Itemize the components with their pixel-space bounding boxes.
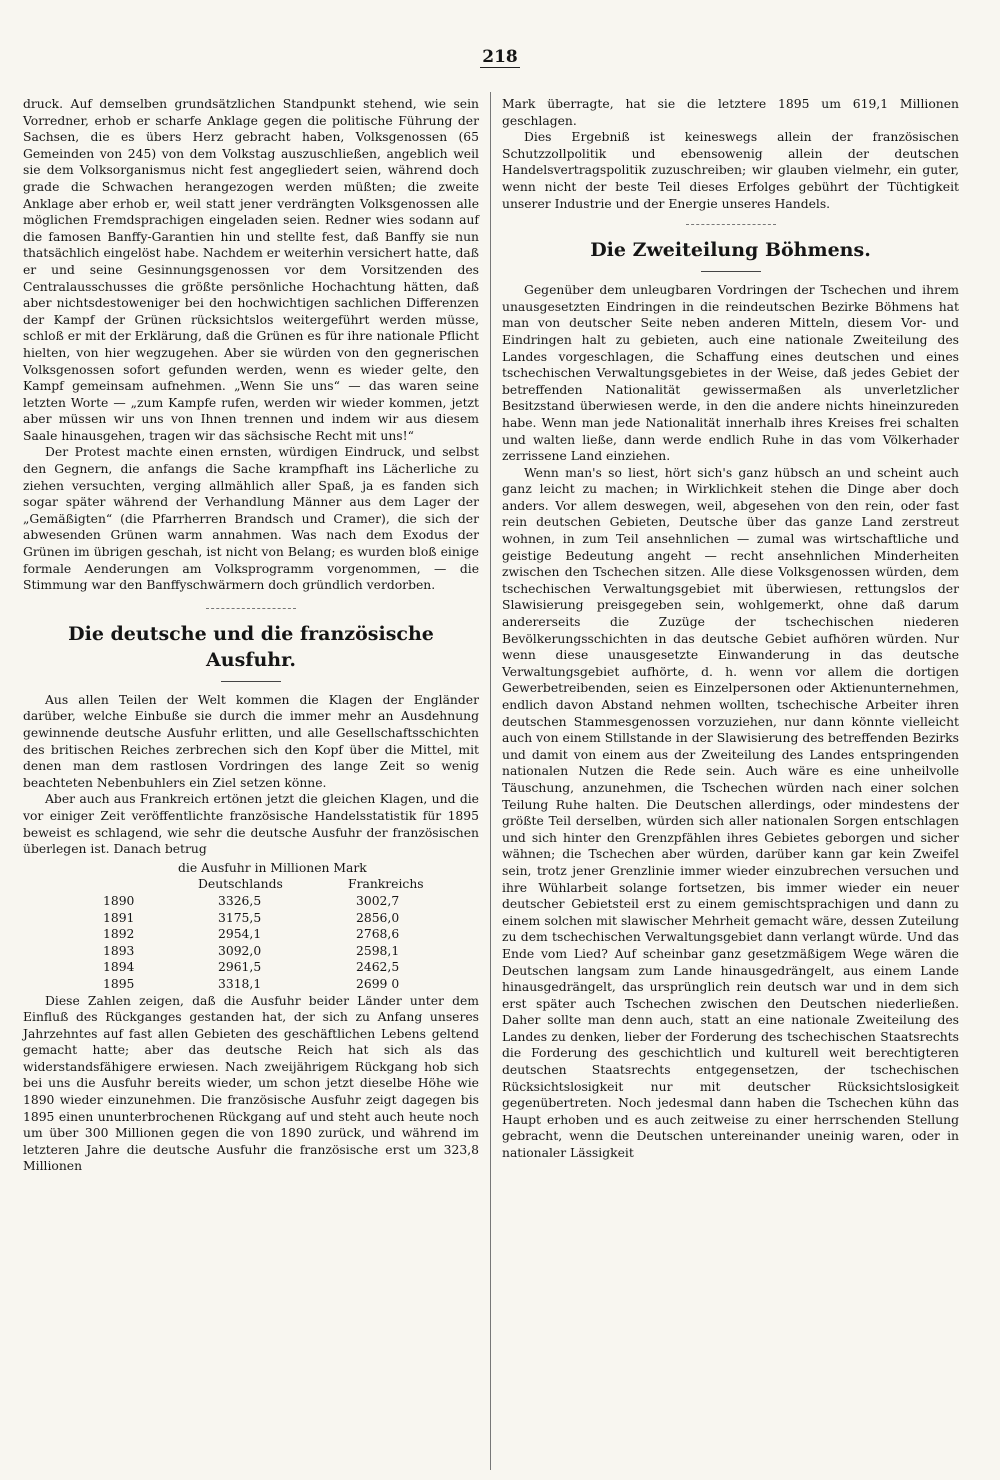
year-cell: 1892 bbox=[103, 927, 135, 942]
table-row bbox=[103, 959, 424, 976]
france-value-cell: 2768,6 bbox=[356, 927, 400, 942]
france-value-cell: 2598,1 bbox=[356, 943, 400, 958]
left-paragraph-2: Der Protest machte einen ernsten, würdigen Eindruck, und selbst den Gegnern, die anfangs die Sache krampfhaft ins Lächerliche zu ziehen versuchten, verging allmählich aller Spaß, ja es fanden sich sogar später während der Verhandlung Männer aus dem Lager der „Gemäßigten“ (die Pfarrherren Brandsch und Cramer), die sich der abwesenden Grünen warm annahmen. Was nach dem Exodus der Grünen im übrigen geschah, ist nicht von Belang; es wurden bloß einige formale Aenderungen am Volksprogramm vorgenommen, — die Stimmung war den Banffyschwärmern doch gründlich verdorben. bbox=[23, 445, 479, 593]
table-row bbox=[103, 976, 424, 993]
germany-value-cell: 2961,5 bbox=[218, 960, 262, 975]
year-cell: 1891 bbox=[103, 910, 135, 925]
table-row bbox=[103, 943, 424, 960]
column-divider bbox=[490, 92, 491, 1470]
year-cell: 1894 bbox=[103, 960, 135, 975]
right-paragraph-1: Mark überragte, hat sie die letztere 1895 um 619,1 Millionen geschlagen. bbox=[502, 97, 959, 128]
heading-rule bbox=[701, 271, 761, 272]
germany-value-cell: 2954,1 bbox=[218, 927, 262, 942]
export-table bbox=[103, 876, 424, 992]
page-number-text: 218 bbox=[482, 47, 518, 67]
right-paragraph-4: Wenn man's so liest, hört sich's ganz hübsch an und scheint auch ganz leicht zu machen; in Wirklichkeit stehen die Dinge aber doch anders. Vor allem deswegen, weil, abgesehen von den rein, oder fast rein deutschen Gebieten, Deutsche über das ganze Land zerstreut wohnen, in zum Teil ansehnlichen — zumal was wirtschaftliche und geistige Bedeutung angeht — recht ansehnlichen Minderheiten zwischen den Tschechen sitzen. Alle diese Volksgenossen würden, dem tschechischen Verwaltungsgebiet mit überwiesen, rettungslos der Slawisierung preisgegeben sein, wohlgemerkt, ohne daß darum andererseits die Zuzüge der tschechischen niederen Bevölkerungsschichten in das deutsche Gebiet aufhören würden. Nur wenn diese unausgesetzte Einwanderung in das deutsche Verwaltungsgebiet aufhörte, d. h. wenn vor allem die dortigen Gewerbetreibenden, seien es Einzelpersonen oder Aktienunternehmen, endlich davon Abstand nehmen wollten, tschechische Arbeiter ihren deutschen Stammesgenossen vorzuziehen, nur dann könnte vielleicht auch von einem Stillstande in der Slawisierung des betreffenden Bezirks und damit von einem aus der Zweiteilung des Landes entspringenden nationalen Nutzen die Rede sein. Auch wäre es eine unheilvolle Täuschung, anzunehmen, die Tschechen würden nach einer solchen Teilung Ruhe halten. Die Deutschen allerdings, oder mindestens der größte Teil derselben, würden sich aller nationalen Sorgen entschlagen und sich hinter den Grenzpfählen ihres Gebietes geborgen und sicher wähnen; die Tschechen aber würden, darüber kann gar kein Zweifel sein, trotz jener Grenzlinie immer wieder einzubrechen versuchen und ihre Wühlarbeit solange fortsetzen, bis immer wieder ein neuer deutscher Gebietsteil erst zu einem gemischtsprachigen und dann zu einem solchen mit slawischer Mehrheit gemacht wäre, dessen Zuteilung zu dem tschechischen Verwaltungsgebiet dann verlangt würde. Und das Ende vom Lied? Auf scheinbar ganz gesetzmäßigem Wege wären die Deutschen langsam zum Lande hinausgedrängelt, aus einem Lande hinausgedrängelt, das ursprünglich rein deutsch war und in dem sich erst später auch Tschechen zwischen den Deutschen niederließen. Daher sollte man denn auch, statt an eine nationale Zweiteilung des Landes zu denken, lieber der Forderung des tschechischen Staatsrechts die Forderung des geschichtlich und kulturell weit berechtigteren deutschen Staatsrechts entgegensetzen, der tschechischen Rücksichtslosigkeit nur mit deutscher Rücksichtslosigkeit gegenübertreten. Noch jedesmal dann haben die Tschechen kühn das Haupt erhoben und es auch zeitweise zu einer herrschenden Stellung gebracht, wenn die Deutschen untereinander uneinig waren, oder in nationaler Lässigkeit bbox=[502, 465, 959, 1161]
germany-value-cell: 3326,5 bbox=[218, 893, 262, 908]
germany-value-cell: 3092,0 bbox=[218, 943, 262, 958]
right-paragraph-2: Dies Ergebniß ist keineswegs allein der französischen Schutzzollpolitik und ebensowenig allein der deutschen Handelsvertragspolitik zuzuschreiben; wir glauben vielmehr, ein guter, wenn nicht der beste Teil dieses Erfolges gebührt der Tüchtigkeit unserer Industrie und der Energie unseres Handels. bbox=[502, 130, 959, 211]
left-paragraph-1: druck. Auf demselben grundsätzlichen Standpunkt stehend, wie sein Vorredner, erhob er scharfe Anklage gegen die politische Führung der Sachsen, die es übers Herz gebracht haben, Volksgenossen (65 Gemeinden von 245) von dem Volkstag auszuschließen, angeblich weil sie dem Volksorganismus nicht fest angegliedert seien, während doch grade die Schwachen herangezogen werden müßten; die zweite Anklage aber erhob er, weil statt jener verdrängten Volksgenossen alle möglichen Fremdsprachigen eingeladen seien. Redner wies sodann auf die famosen Banffy-Garantien hin und stellte fest, daß Banffy sie nun thatsächlich eingelöst habe. Nachdem er weiterhin versichert hatte, daß er und seine Gesinnungsgenossen vor dem Vorsitzenden des Centralausschusses die größte persönliche Hochachtung hätten, daß aber nichtsdestoweniger bei den hochwichtigen sachlichen Differenzen der Kampf der Grünen rücksichtslos weitergeführt werden müsse, schloß er mit der Erklärung, daß die Grünen es für ihre nationale Pflicht hielten, von hier wegzugehen. Aber sie würden von den gegnerischen Volksgenossen sofort gefunden werden, wenn es wieder gelte, den Kampf gemeinsam aufnehmen. „Wenn Sie uns“ — das waren seine letzten Worte — „zum Kampfe rufen, werden wir wieder kommen, jetzt aber müssen wir uns von Ihnen trennen und indem wir aus diesem Saale hinausgehen, tragen wir das sächsische Recht mit uns!“ bbox=[23, 97, 479, 443]
section-separator bbox=[206, 608, 296, 609]
right-paragraph-3: Gegenüber dem unleugbaren Vordringen der Tschechen und ihrem unausgesetzten Eindringen in die reindeutschen Bezirke Böhmens hat man von deutscher Seite neben anderen Mitteln, diesem Vor- und Eindringen halt zu gebieten, auch eine nationale Zweiteilung des Landes vorgeschlagen, die Schaffung eines deutschen und eines tschechischen Verwaltungsgebietes in der Weise, daß jedes Gebiet der betreffenden Nationalität gewissermaßen als unverletzlicher Besitzstand überwiesen werde, in den die andere nichts hineinzureden habe. Wenn man jede Nationalität innerhalb ihres Kreises frei schalten und walten ließe, dann werde endlich Ruhe in das vom Völkerhader zerrissene Land einziehen. bbox=[502, 283, 959, 464]
section-separator bbox=[686, 224, 776, 225]
germany-value-cell: 3318,1 bbox=[218, 976, 262, 991]
export-table-header-row bbox=[103, 876, 424, 893]
france-value-cell: 2462,5 bbox=[356, 960, 400, 975]
germany-value-cell: 3175,5 bbox=[218, 910, 262, 925]
year-cell: 1893 bbox=[103, 943, 135, 958]
year-cell: 1895 bbox=[103, 976, 135, 991]
left-paragraph-3: Aus allen Teilen der Welt kommen die Klagen der Engländer darüber, welche Einbuße sie durch die immer mehr an Ausdehnung gewinnende deutsche Ausfuhr erlitten, und alle Gesellschaftsschichten des britischen Reiches zerbrechen sich den Kopf über die Mittel, mit denen man dem rastlosen Vordringen des lange Zeit so wenig beachteten Nebenbuhlers ein Ziel setzen könne. bbox=[23, 692, 479, 790]
export-table-block bbox=[23, 860, 479, 993]
page-number bbox=[0, 47, 1000, 67]
france-value-cell: 3002,7 bbox=[356, 893, 400, 908]
heading-rule bbox=[221, 681, 281, 682]
france-value-cell: 2699 0 bbox=[356, 976, 400, 991]
table-row bbox=[103, 893, 424, 910]
left-paragraph-4: Aber auch aus Frankreich ertönen jetzt die gleichen Klagen, und die vor einiger Zeit veröffentlichte französische Handelsstatistik für 1895 beweist es schlagend, wie sehr die deutsche Ausfuhr der französischen überlegen ist. Danach betrug bbox=[23, 792, 479, 857]
right-column bbox=[502, 96, 959, 1162]
article-heading-boehmen: Die Zweiteilung Böhmens. bbox=[590, 239, 871, 262]
column-header-france: Frankreichs bbox=[348, 877, 424, 892]
export-table-caption: die Ausfuhr in Millionen Mark bbox=[178, 860, 367, 875]
france-value-cell: 2856,0 bbox=[356, 910, 400, 925]
column-header-germany: Deutschlands bbox=[198, 877, 283, 892]
left-paragraph-5: Diese Zahlen zeigen, daß die Ausfuhr beider Länder unter dem Einfluß des Rückganges gestanden hat, der sich zu Anfang unseres Jahrzehntes auf fast allen Gebieten des geschäftlichen Lebens geltend gemacht hatte; aber das deutsche Reich hat sich als das widerstandsfähigere erwiesen. Nach zweijährigem Rückgang hob sich bei uns die Ausfuhr bereits wieder, um schon jetzt dieselbe Höhe wie 1890 wieder einzunehmen. Die französische Ausfuhr zeigt dagegen bis 1895 einen ununterbrochenen Rückgang auf und steht auch heute noch um über 300 Millionen gegen die von 1890 zurück, und während im letzteren Jahre die deutsche Ausfuhr die französische erst um 323,8 Millionen bbox=[23, 993, 479, 1174]
table-row bbox=[103, 910, 424, 927]
table-row bbox=[103, 926, 424, 943]
left-column bbox=[23, 96, 479, 1175]
article-heading-ausfuhr: Die deutsche und die französische Ausfuhr. bbox=[68, 622, 434, 671]
year-cell: 1890 bbox=[103, 893, 135, 908]
